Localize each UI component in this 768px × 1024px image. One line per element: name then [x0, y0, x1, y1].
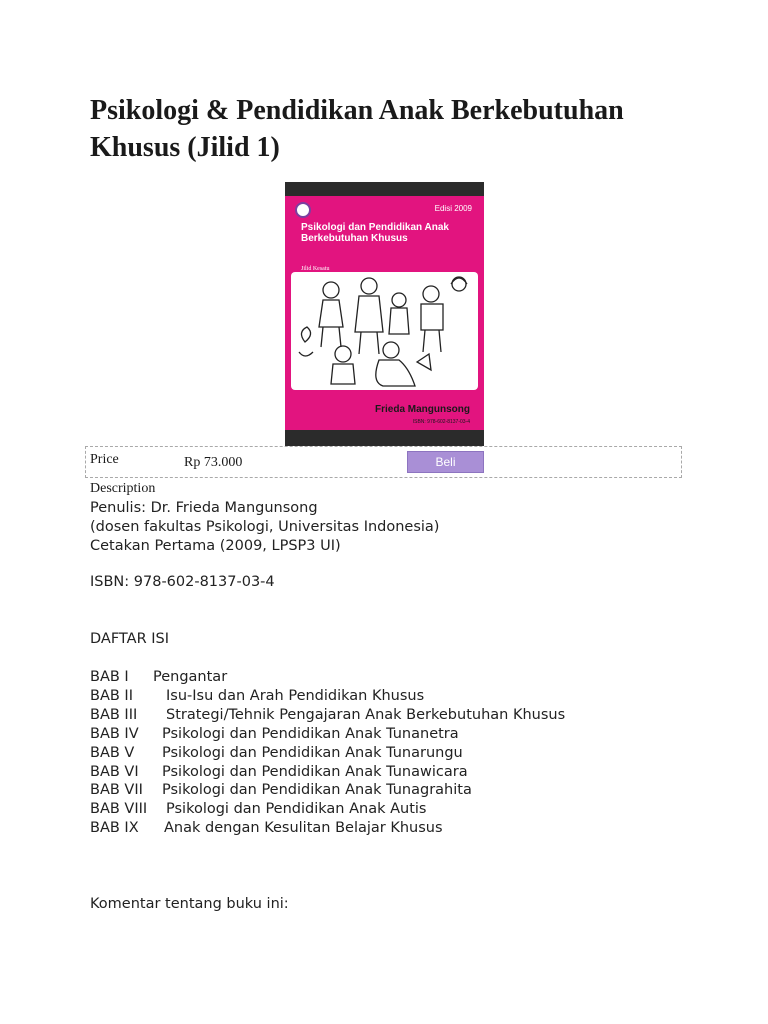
toc-item-title: Psikologi dan Pendidikan Anak Tunagrahita — [162, 782, 472, 799]
toc-item-number: BAB II — [90, 687, 133, 704]
toc-item — [90, 744, 463, 762]
cover-subtitle: Jilid Kesatu — [301, 266, 330, 272]
toc-item-number: BAB III — [90, 706, 138, 723]
publisher-logo-icon — [295, 202, 311, 218]
toc-item-title: Anak dengan Kesulitan Belajar Khusus — [164, 820, 443, 837]
affiliation-line: (dosen fakultas Psikologi, Universitas Indonesia) — [90, 519, 440, 535]
cover-top-band — [285, 182, 484, 196]
price-label: Price — [90, 452, 119, 467]
toc-item-number: BAB VII — [90, 782, 143, 799]
toc-item-number: BAB VIII — [90, 801, 148, 818]
buy-button[interactable]: Beli — [407, 451, 484, 473]
toc-item-number: BAB VI — [90, 763, 139, 780]
toc-item-number: BAB I — [90, 669, 129, 685]
toc-item-title: Pengantar — [153, 669, 228, 685]
cover-bottom-band — [285, 430, 484, 446]
toc-item-number: BAB V — [90, 744, 135, 761]
toc-item-number: BAB IV — [90, 725, 139, 742]
author-line: Penulis: Dr. Frieda Mangunsong — [90, 500, 318, 516]
comments-label: Komentar tentang buku ini: — [90, 896, 289, 912]
cover-illustration — [291, 272, 478, 390]
description-label: Description — [90, 481, 156, 496]
toc-item — [90, 725, 459, 743]
toc-item-title: Psikologi dan Pendidikan Anak Tunawicara — [162, 763, 468, 780]
cover-title: Psikologi dan Pendidikan Anak Berkebutuhan Khusus — [301, 222, 449, 244]
cover-isbn: ISBN: 978-602-8137-03-4 — [412, 419, 470, 425]
toc-item — [90, 763, 468, 781]
toc-item — [90, 668, 227, 686]
children-illustration-icon — [291, 272, 478, 390]
edition-line: Cetakan Pertama (2009, LPSP3 UI) — [90, 538, 341, 554]
toc-item-title: Strategi/Tehnik Pengajaran Anak Berkebutuhan Khusus — [166, 706, 566, 723]
book-cover-image — [285, 182, 484, 446]
price-row — [85, 446, 682, 478]
price-value: Rp 73.000 — [184, 455, 243, 470]
toc-item — [90, 687, 424, 705]
toc-item — [90, 706, 565, 724]
toc-item-title: Psikologi dan Pendidikan Anak Tunarungu — [162, 744, 463, 761]
isbn-line: ISBN: 978-602-8137-03-4 — [90, 574, 275, 590]
cover-author: Frieda Mangunsong — [375, 404, 470, 415]
cover-edition: Edisi 2009 — [434, 204, 472, 213]
toc-item — [90, 781, 472, 799]
toc-item-title: Isu-Isu dan Arah Pendidikan Khusus — [166, 687, 425, 704]
toc-item — [90, 819, 443, 837]
toc-item — [90, 800, 426, 818]
page-title: Psikologi & Pendidikan Anak Berkebutuhan Khusus (Jilid 1) — [90, 95, 624, 163]
toc-item-title: Psikologi dan Pendidikan Anak Autis — [166, 801, 427, 818]
toc-item-title: Psikologi dan Pendidikan Anak Tunanetra — [162, 725, 459, 742]
toc-item-number: BAB IX — [90, 820, 139, 837]
toc-heading: DAFTAR ISI — [90, 631, 170, 647]
